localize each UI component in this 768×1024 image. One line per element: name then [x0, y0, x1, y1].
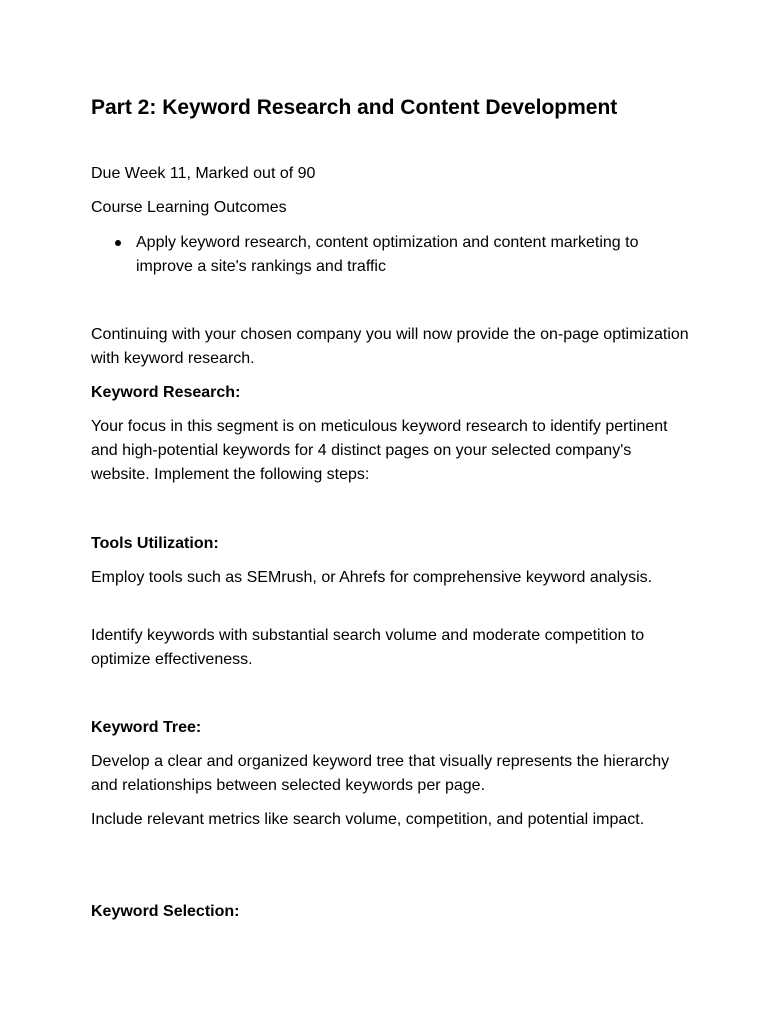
- tools-utilization-paragraph-2: Identify keywords with substantial search volume and moderate competition to optimize effectiveness.: [91, 627, 645, 668]
- bullet-icon: [115, 240, 121, 246]
- outcome-item: [91, 231, 691, 279]
- outcomes-heading: Course Learning Outcomes: [91, 199, 287, 216]
- document-title: Part 2: Keyword Research and Content Development: [91, 96, 618, 119]
- keyword-research-body: Your focus in this segment is on meticulous keyword research to identify pertinent and high-potential keywords for 4 distinct pages on your selected company's website. Implement the following steps:: [91, 418, 668, 483]
- keyword-tree-paragraph-2: Include relevant metrics like search volume, competition, and potential impact.: [91, 811, 645, 828]
- intro-paragraph: Continuing with your chosen company you will now provide the on-page optimization with keyword research.: [91, 326, 689, 367]
- tools-utilization-paragraph-1: Employ tools such as SEMrush, or Ahrefs for comprehensive keyword analysis.: [91, 569, 653, 586]
- due-date-text: Due Week 11, Marked out of 90: [91, 165, 316, 182]
- tools-utilization-heading: Tools Utilization:: [91, 535, 219, 552]
- outcome-text: Apply keyword research, content optimization and content marketing to improve a site's rankings and traffic: [136, 234, 639, 275]
- keyword-tree-heading: Keyword Tree:: [91, 719, 202, 736]
- outcomes-list: [91, 231, 691, 279]
- keyword-selection-heading: Keyword Selection:: [91, 903, 240, 920]
- keyword-tree-paragraph-1: Develop a clear and organized keyword tree that visually represents the hierarchy and relationships between selected keywords per page.: [91, 753, 670, 794]
- keyword-research-heading: Keyword Research:: [91, 384, 241, 401]
